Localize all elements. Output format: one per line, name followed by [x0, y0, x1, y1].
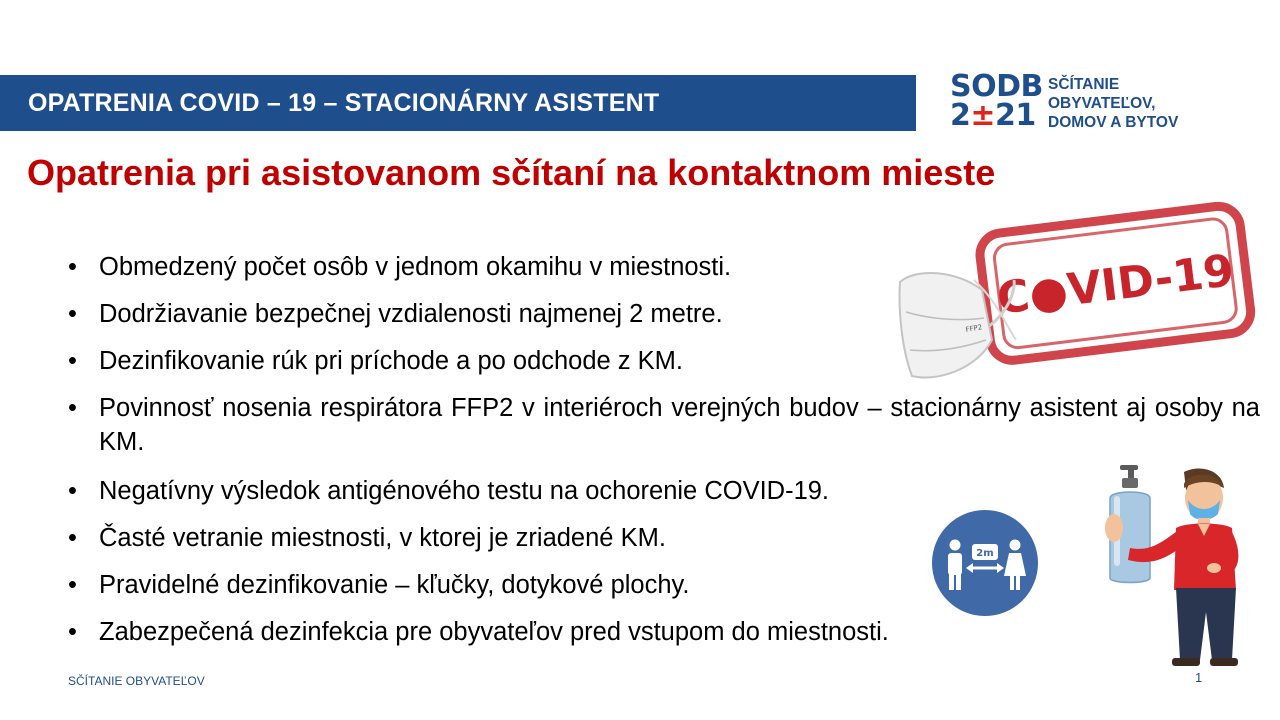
list-item: • Povinnosť nosenia respirátora FFP2 v interiéroch verejných budov – stacionárny asistent aj osoby na KM.	[68, 391, 1260, 459]
hand-sanitizer-person-icon	[1100, 462, 1260, 668]
mask-label: FFP2	[964, 323, 983, 334]
logo-text-line1: SČÍTANIE	[1048, 76, 1120, 93]
distance-sign	[930, 508, 1040, 618]
list-item: • Dodržiavanie bezpečnej vzdialenosti najmenej 2 metre.	[68, 297, 1260, 331]
covid-stamp-icon	[896, 190, 1266, 390]
logo-text-line3: DOMOV A BYTOV	[1048, 114, 1179, 131]
social-distance-icon	[930, 508, 1040, 618]
list-item: • Negatívny výsledok antigénového testu na ochorenie COVID-19.	[68, 474, 1260, 508]
stamp-text: C●VID-19	[994, 245, 1237, 325]
list-item: • Obmedzený počet osôb v jednom okamihu v miestnosti.	[68, 250, 1260, 284]
logo-plus-minus: ±	[970, 98, 996, 133]
page-number: 1	[1195, 670, 1203, 685]
logo-mark-line2	[950, 98, 1040, 133]
logo-mark-line1: SODB	[950, 69, 1043, 104]
banner-title: OPATRENIA COVID – 19 – STACIONÁRNY ASISTENT	[28, 88, 660, 117]
distance-label: 2m	[976, 548, 994, 559]
logo-mark	[950, 69, 1043, 133]
logo-text-line2: OBYVATEĽOV,	[1048, 95, 1156, 112]
list-item: • Pravidelné dezinfikovanie – kľučky, dotykové plochy.	[68, 568, 1260, 602]
sodb-logo	[950, 70, 1200, 136]
covid-stamp-illustration	[896, 190, 1266, 390]
title-banner	[0, 75, 916, 131]
footer-label: SČÍTANIE OBYVATEĽOV	[68, 674, 205, 688]
ffp2-mask-icon	[900, 273, 993, 378]
logo-text	[1048, 75, 1178, 132]
list-item: • Zabezpečená dezinfekcia pre obyvateľov pred vstupom do miestnosti.	[68, 615, 1260, 649]
logo-mark-digits: 21	[995, 98, 1036, 133]
person-sanitizer-illustration	[1100, 462, 1260, 668]
list-item: • Dezinfikovanie rúk pri príchode a po odchode z KM.	[68, 344, 1260, 378]
list-item: • Časté vetranie miestnosti, v ktorej je zriadené KM.	[68, 521, 1260, 555]
slide-heading: Opatrenia pri asistovanom sčítaní na kontaktnom mieste	[27, 152, 996, 193]
logo-mark-digit: 2	[950, 98, 971, 133]
